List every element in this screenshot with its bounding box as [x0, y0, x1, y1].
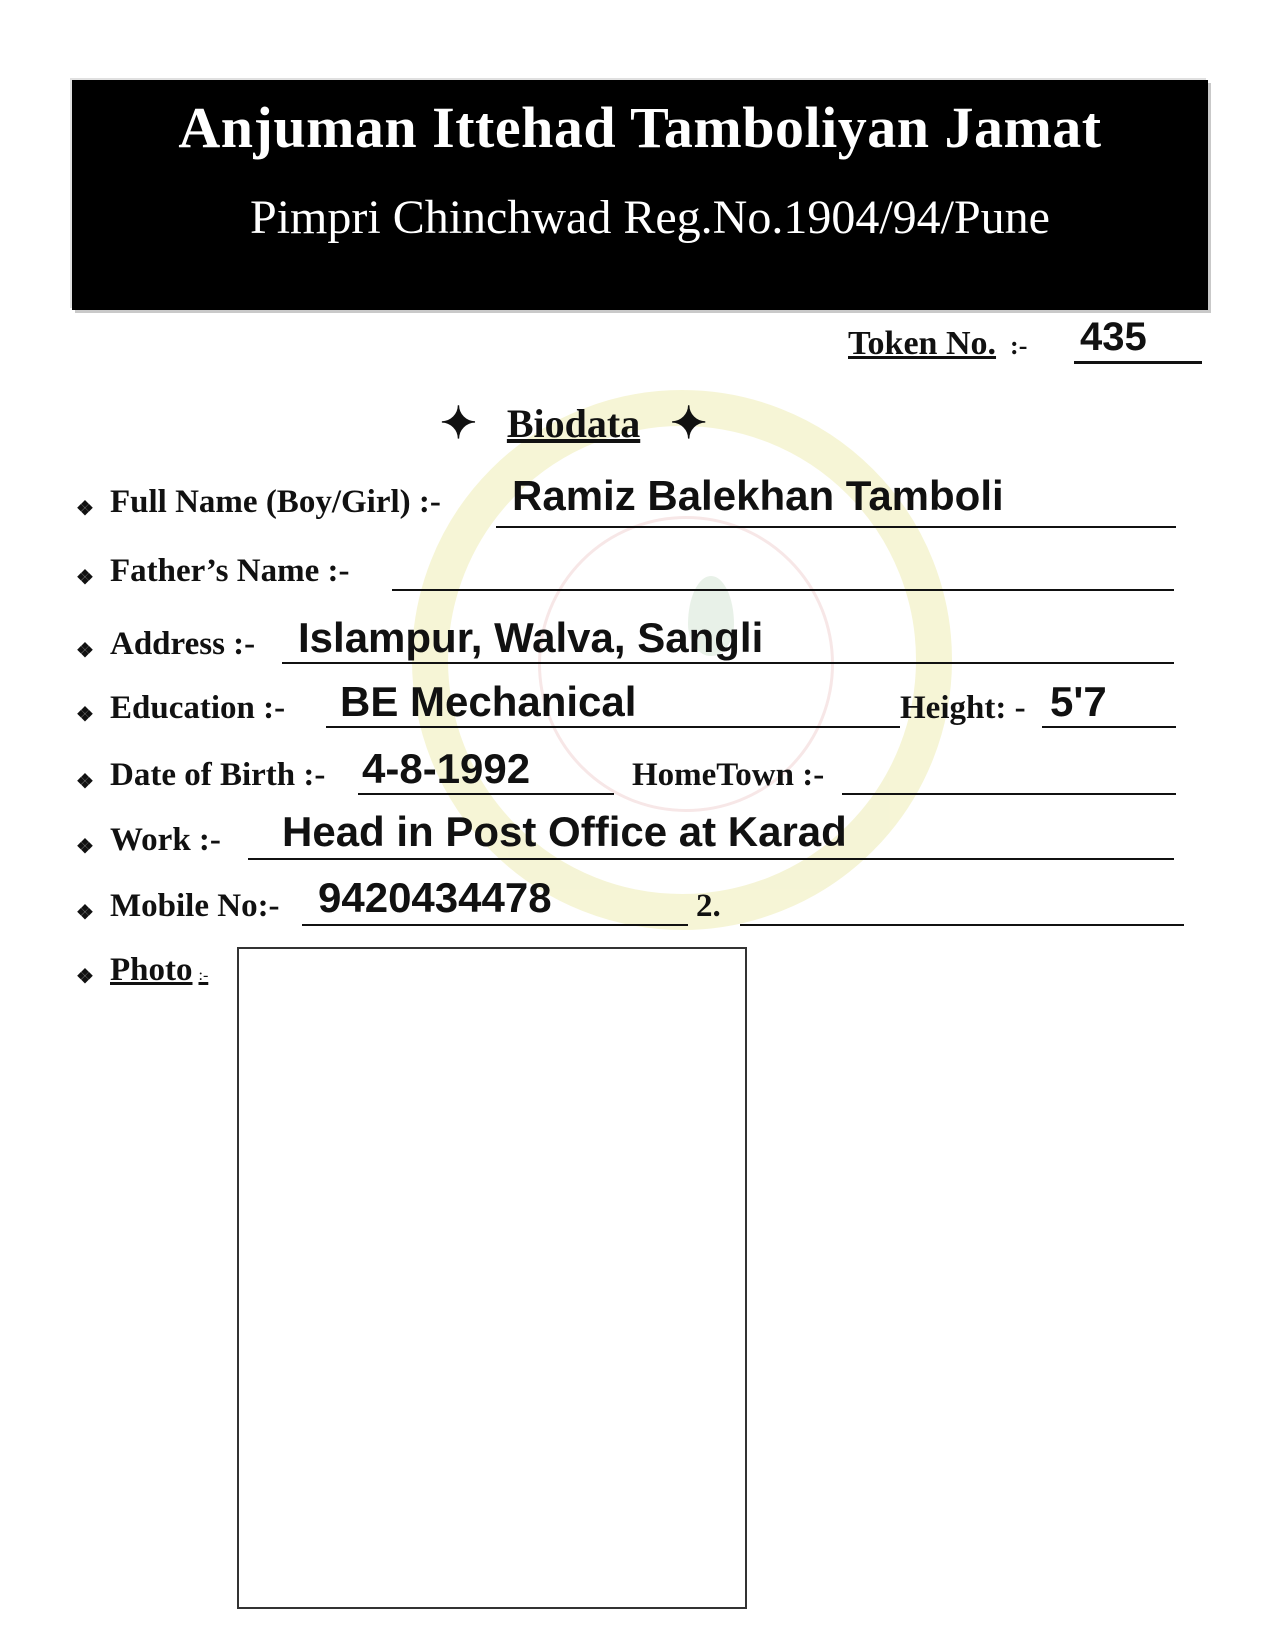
education-line: [326, 726, 900, 728]
bullet-icon: ❖: [76, 640, 94, 662]
father-name-label: Father’s Name :-: [110, 553, 350, 589]
work-row: [76, 808, 1176, 874]
photo-label-text: Photo: [110, 952, 193, 988]
address-value[interactable]: Islampur, Walva, Sangli: [298, 614, 764, 661]
address-label: Address :-: [110, 626, 256, 662]
full-name-value[interactable]: Ramiz Balekhan Tamboli: [512, 472, 1004, 519]
dob-value[interactable]: 4-8-1992: [362, 745, 531, 792]
organization-subtitle: Pimpri Chinchwad Reg.No.1904/94/Pune: [250, 191, 1050, 244]
token-number: [848, 315, 1147, 363]
education-label: Education :-: [110, 690, 286, 726]
bullet-icon: ❖: [76, 498, 94, 520]
bullet-icon: ❖: [76, 567, 94, 589]
bullet-icon: ❖: [76, 902, 94, 924]
height-line: [1042, 726, 1176, 728]
mobile2-line: [740, 924, 1184, 926]
height-value[interactable]: 5'7: [1050, 678, 1107, 725]
bullet-icon: ❖: [76, 704, 94, 726]
star-icon: ✦: [670, 399, 708, 448]
star-icon: ✦: [440, 399, 477, 448]
token-label: Token No.: [848, 325, 997, 362]
hometown-label: HomeTown :-: [632, 757, 825, 793]
photo-label: [110, 952, 208, 989]
bullet-icon: ❖: [76, 771, 94, 793]
work-value[interactable]: Head in Post Office at Karad: [282, 808, 847, 855]
organization-title: Anjuman Ittehad Tamboliyan Jamat: [178, 95, 1102, 160]
father-name-row: [76, 553, 1176, 605]
work-label: Work :-: [110, 822, 221, 858]
organization-header: [72, 80, 1208, 310]
work-line: [248, 858, 1174, 860]
dob-row: [76, 745, 1176, 809]
photo-box[interactable]: [237, 947, 747, 1609]
full-name-label: Full Name (Boy/Girl) :-: [110, 484, 441, 520]
address-row: [76, 614, 1176, 678]
education-row: [76, 678, 1176, 742]
mobile-line: [302, 924, 688, 926]
mobile-value[interactable]: 9420434478: [318, 874, 552, 921]
mobile2-label: 2.: [696, 888, 721, 924]
father-name-line: [392, 589, 1174, 591]
address-line: [282, 662, 1174, 664]
education-value[interactable]: BE Mechanical: [340, 678, 637, 725]
section-heading: [440, 398, 707, 449]
bullet-icon: ❖: [76, 966, 94, 988]
bullet-icon: ❖: [76, 836, 94, 858]
mobile-label: Mobile No:-: [110, 888, 280, 924]
height-label: Height: -: [900, 690, 1026, 726]
dob-line: [358, 793, 614, 795]
full-name-line: [496, 526, 1176, 528]
photo-label-suffix: :-: [198, 967, 209, 984]
full-name-row: [76, 472, 1176, 536]
dob-label: Date of Birth :-: [110, 757, 326, 793]
token-value[interactable]: 435: [1074, 315, 1202, 364]
token-separator: :-: [1010, 331, 1028, 360]
mobile-row: [76, 874, 1196, 940]
biodata-title: Biodata: [506, 401, 641, 446]
hometown-line: [842, 793, 1176, 795]
